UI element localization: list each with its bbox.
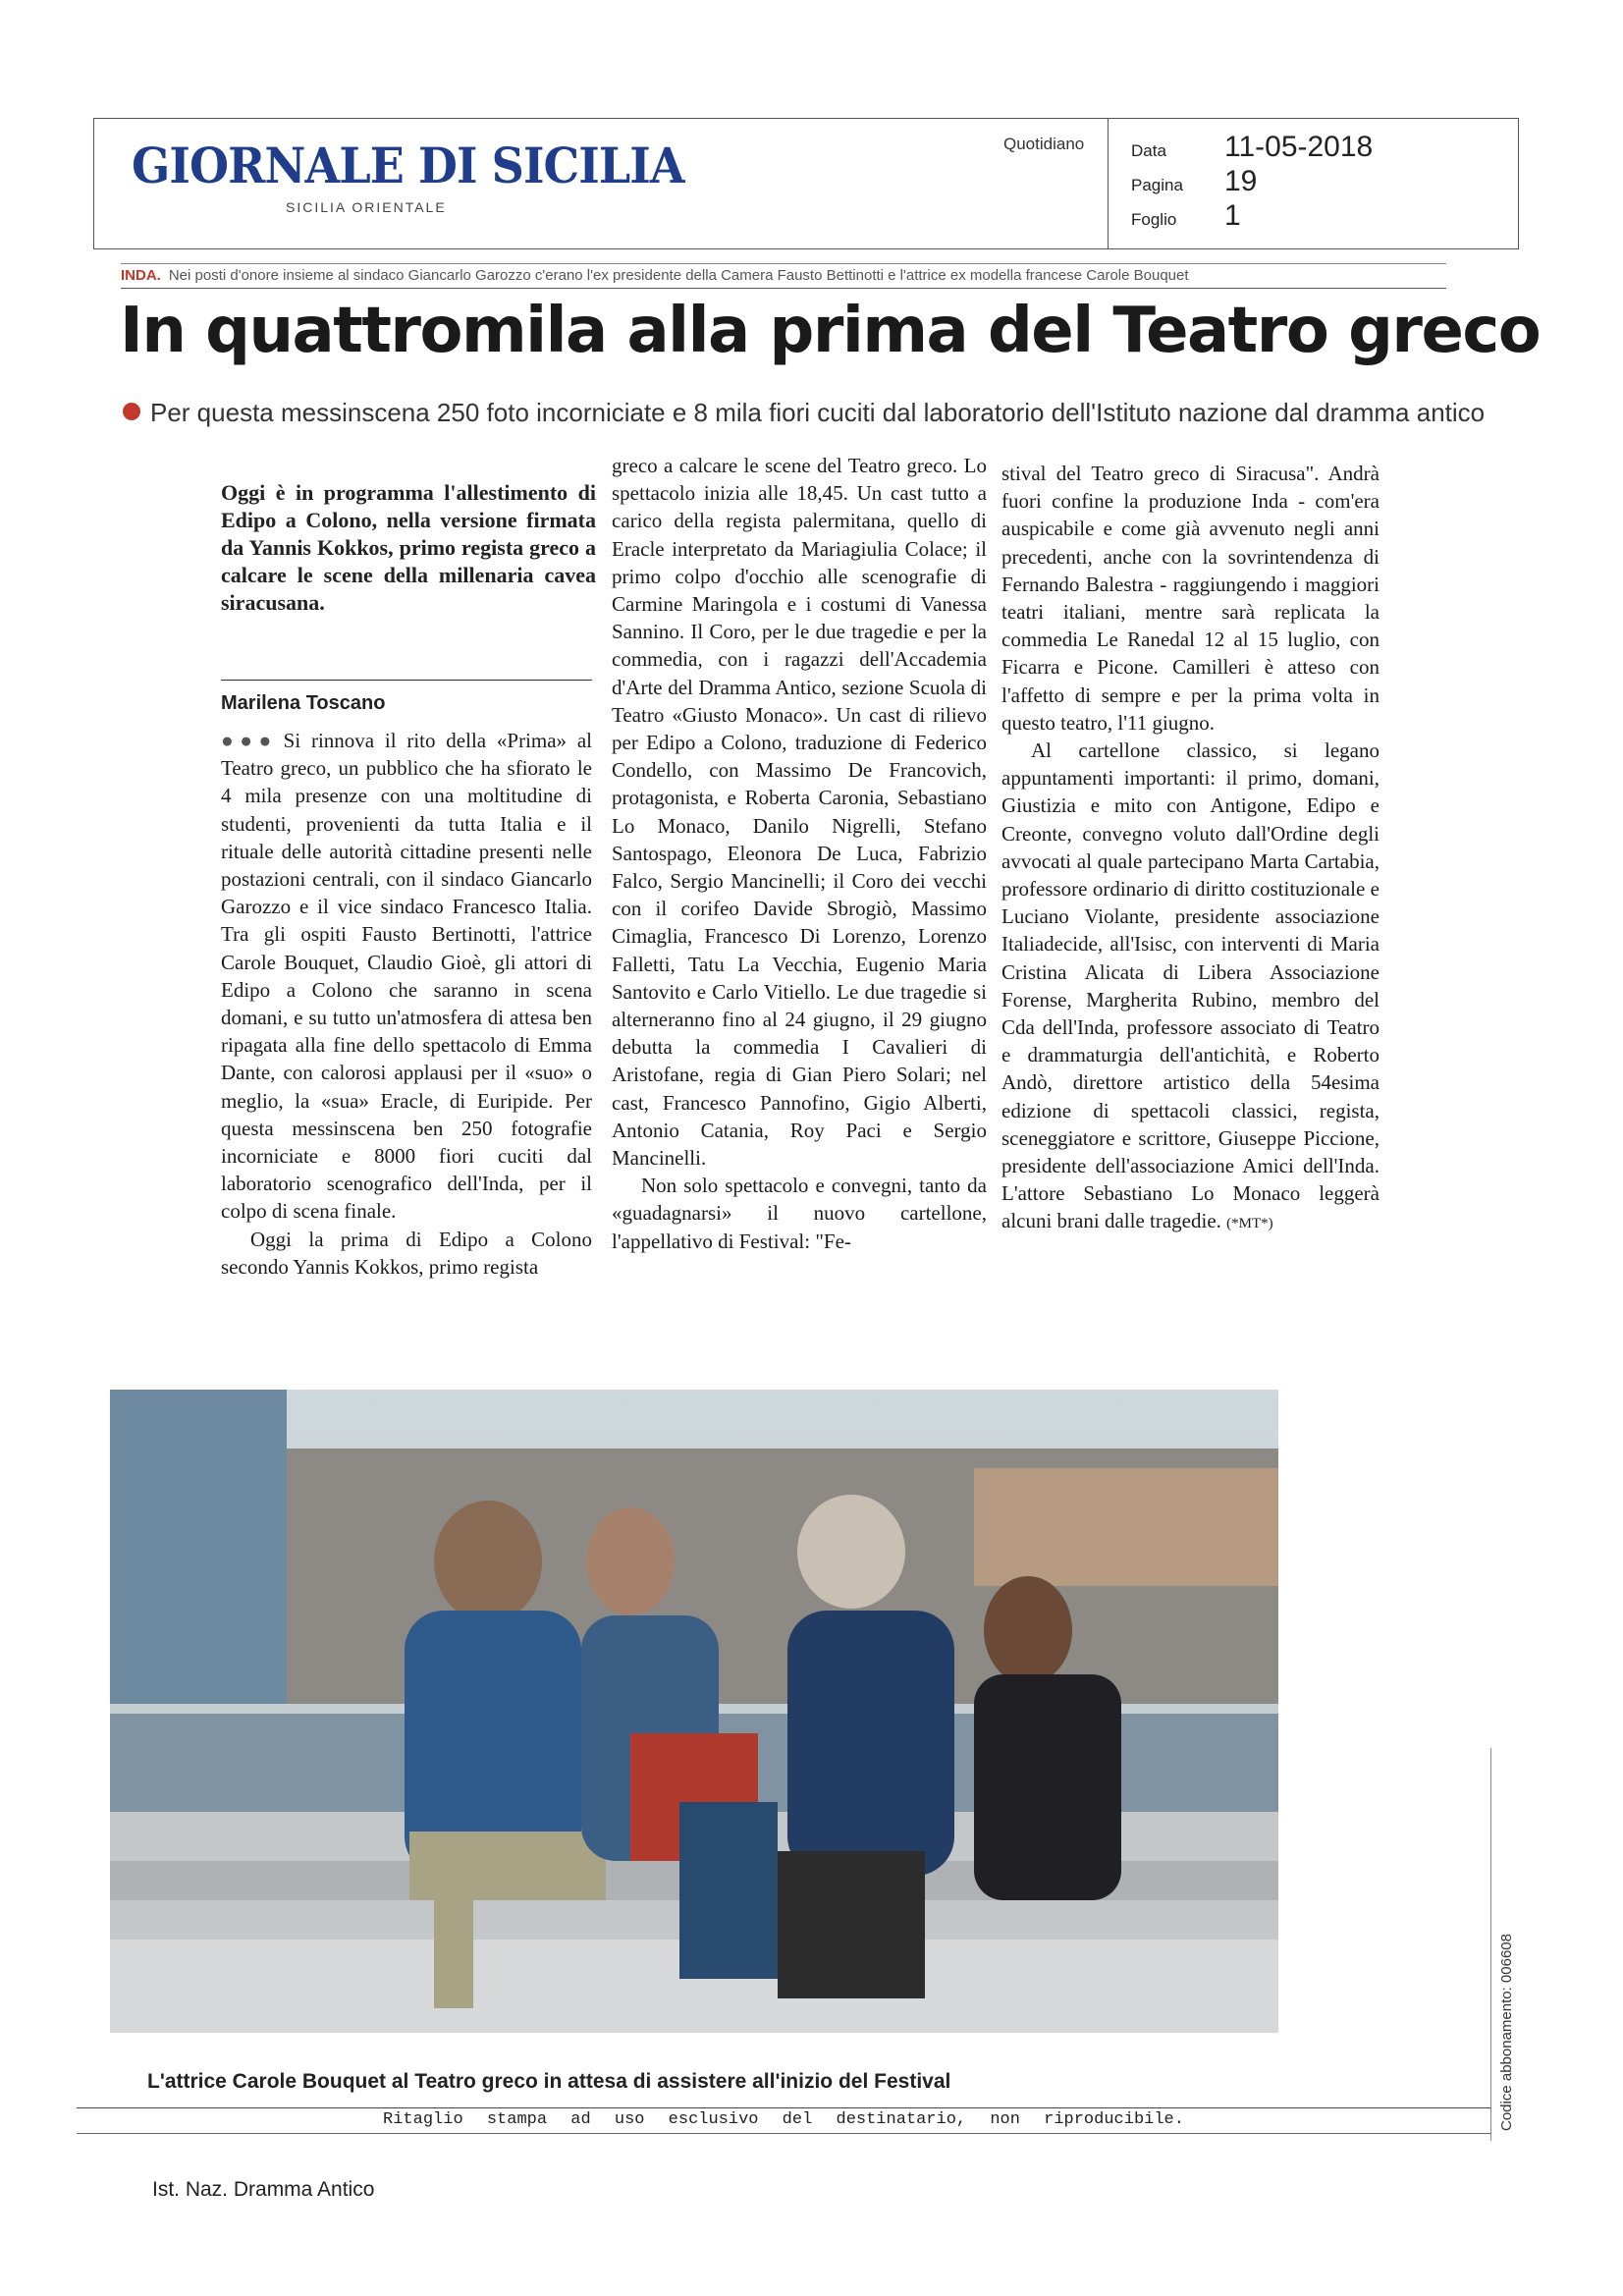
article-column-2 [612,452,987,1255]
kicker [121,263,1446,289]
col2-paragraph-1: greco a calcare le scene del Teatro greco. Lo spettacolo inizia alle 18,45. Un cast tutto a carico della regista palermitana, quello di Eracle interpretato da Mariagiulia Colace; il primo colpo d'occhio alle scenografie di Carmine Maringola e i costumi di Vanessa Sannino. Il Coro, per le due tragedie e per la commedia, con i ragazzi dell'Accademia d'Arte del Dramma Antico, sezione Scuola di Teatro «Giusto Monaco». Un cast di rilievo per Edipo a Colono, traduzione di Federico Condello, con Massimo De Francovich, protagonista, e Roberta Caronia, Sebastiano Lo Monaco, Danilo Nigrelli, Stefano Santospago, Eleonora De Luca, Fabrizio Falco, Sergio Mancinelli; il Coro dei vecchi con il corifeo Davide Sbrogiò, Massimo Cimaglia, Francesco Di Lorenzo, Lorenzo Falletti, Tatu La Vecchia, Eugenio Maria Santovito e Carlo Vitiello. Le due tragedie si alterneranno fino al 24 giugno, il 29 giugno debutta la commedia I Cavalieri di Aristofane, regia di Gian Piero Solari; nel cast, Francesco Pannofino, Gigio Alberti, Antonio Catania, Roy Paci e Sergio Mancinelli. [612,454,987,1171]
signature: (*MT*) [1226,1216,1273,1232]
meta-sheet [1131,199,1241,233]
summary-text: Per questa messinscena 250 foto incorniciate e 8 mila fiori cuciti dal laboratorio dell'Istituto nazione dal dramma antico [150,398,1486,427]
col3-paragraph-1: stival del Teatro greco di Siracusa". Andrà fuori confine la produzione Inda - com'era auspicabile e come già avvenuto negli anni precedenti, anche con la sovrintendenza di Fernando Balestra - raggiungendo i maggiori teatri italiani, mentre sarà replicata la commedia Le Ranedal 12 al 15 luglio, con Ficarra e Picone. Camilleri è atteso con l'affetto di sempre e per la prima volta in questo teatro, l'11 giugno. [1001,462,1380,735]
kicker-text: Nei posti d'onore insieme al sindaco Giancarlo Garozzo c'erano l'ex presidente della Camera Fausto Bettinotti e l'attrice ex modella francese Carole Bouquet [168,267,1189,284]
col1-paragraph-1 [221,727,592,1226]
meta-date [1131,131,1373,164]
footer-top-rule [77,2107,1490,2108]
col2-paragraph-2: Non solo spettacolo e convegni, tanto da «guadagnarsi» il nuovo cartellone, l'appellativo di Festival: "Fe- [612,1174,987,1253]
lead-divider [221,680,592,681]
col3-p2-text: Al cartellone classico, si legano appuntamenti importanti: il primo, domani, Giustizia e mito con Antigone, Edipo e Creonte, convegno voluto dall'Ordine degli avvocati al quale partecipano Marta Cartabia, professore ordinario di diritto costituzionale e Luciano Violante, presidente associazione Italiadecide, all'Isisc, con interventi di Maria Cristina Alicata di Libera Associazione Forense, Margherita Rubino, membro del Cda dell'Inda, professore associato di Teatro e drammaturgia dell'antichità, e Roberto Andò, direttore artistico della 54esima edizione di spettacoli classici, regista, sceneggiatore e scrittore, Giuseppe Piccione, presidente dell'associazione Amici dell'Inda. L'attore Sebastiano Lo Monaco leggerà alcuni brani dalle tragedie. [1001,738,1380,1233]
article-column-3 [1001,460,1380,1238]
col3-paragraph-2 [1001,737,1380,1238]
header-meta [1111,119,1518,248]
article-lead: Oggi è in programma l'allestimento di Edipo a Colono, nella versione firmata da Yannis Kokkos, primo regista greco a calcare le scene della millenaria cavea siracusana. [221,480,596,615]
article-photo [110,1390,1278,2033]
sheet-label: Foglio [1131,210,1177,229]
sheet-value: 1 [1224,199,1241,232]
masthead: GIORNALE DI SICILIA [132,137,684,194]
publication-type: Quotidiano [1003,135,1085,153]
kicker-tag: INDA. [121,267,161,284]
header-box [93,118,1519,249]
footer-bottom-rule [77,2133,1490,2134]
archive-label: Ist. Naz. Dramma Antico [152,2178,375,2201]
date-label: Data [1131,141,1166,160]
page-label: Pagina [1131,176,1183,194]
date-value: 11-05-2018 [1224,131,1374,163]
bullet-icon [123,403,140,420]
col1-paragraph-2: Oggi la prima di Edipo a Colono secondo Yannis Kokkos, primo regista [221,1227,592,1279]
masthead-subtitle: SICILIA ORIENTALE [286,199,447,215]
ritaglio-notice: Ritaglio stampa ad uso esclusivo del destinatario, non riproducibile. [383,2110,1184,2129]
article-column-1 [221,727,592,1281]
side-divider [1490,1748,1491,2141]
subscription-code: Codice abbonamento: 006608 [1498,1934,1515,2131]
page-value: 19 [1224,165,1258,197]
article-title: In quattromila alla prima del Teatro greco [120,295,1541,367]
byline: Marilena Toscano [221,692,386,714]
col1-p1-text: Si rinnova il rito della «Prima» al Teatro greco, un pubblico che ha sfiorato le 4 mila presenze con una moltitudine di studenti, provenienti da tutta Italia e il rituale delle autorità cittadine presenti nelle postazioni centrali, con il sindaco Giancarlo Garozzo e il vice sindaco Francesco Italia. Tra gli ospiti Fausto Bertinotti, l'attrice Carole Bouquet, Claudio Gioè, gli attori di Edipo a Colono che saranno in scena domani, e su tutto un'atmosfera di attesa ben ripagata alla fine dello spettacolo di Emma Dante, con calorosi applausi per il «suo» o meglio, la «sua» Eracle, di Euripide. Per questa messinscena ben 250 fotografie incorniciate e 8000 fiori cuciti dal laboratorio scenografico dell'Inda, per il colpo di scena finale. [221,729,593,1224]
photo-illustration [110,1390,1278,2033]
meta-page [1131,165,1257,198]
header-masthead-area [94,119,1109,248]
article-summary [123,398,1485,428]
dots-icon: ●●● [221,729,278,752]
photo-caption: L'attrice Carole Bouquet al Teatro greco in attesa di assistere all'inizio del Festival [147,2070,951,2093]
